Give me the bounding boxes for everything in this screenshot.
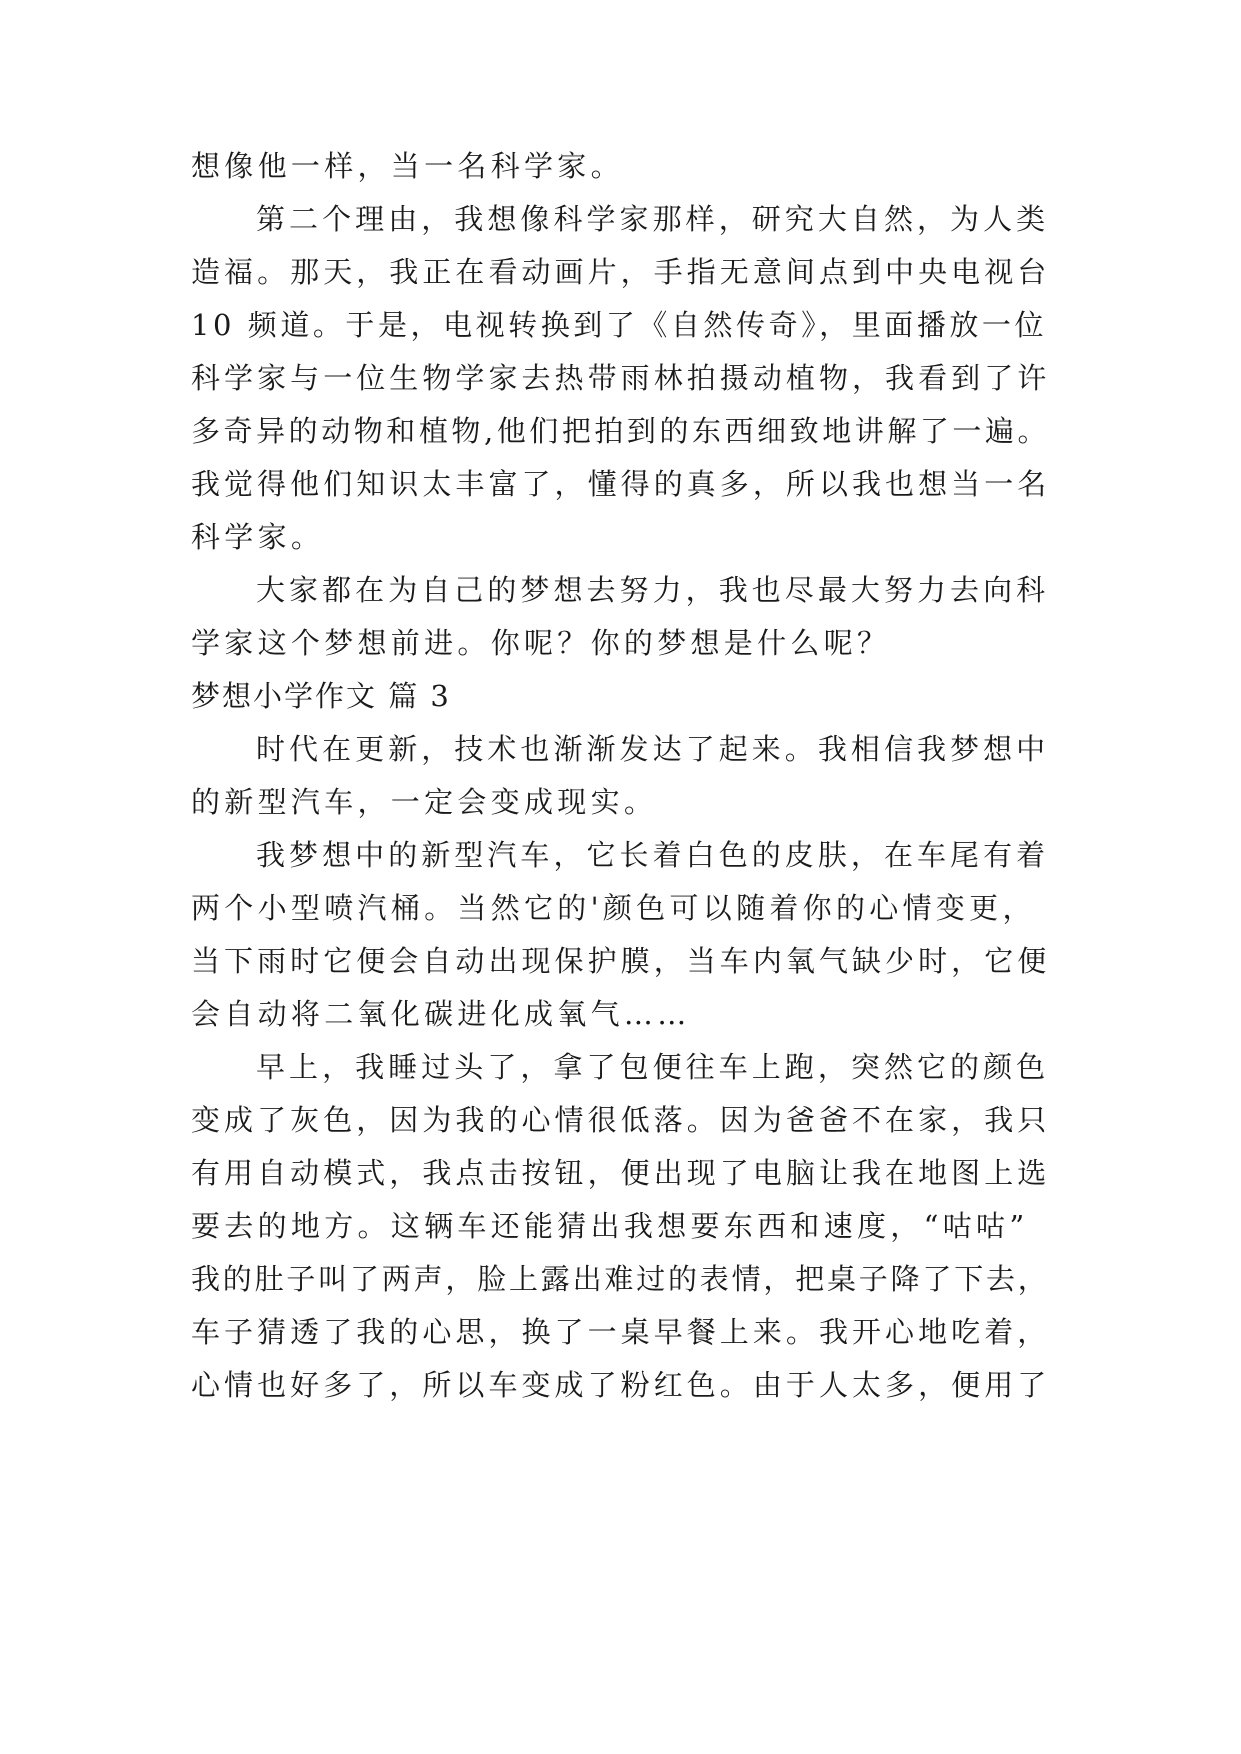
paragraph-start-line: 第二个理由，我想像科学家那样，研究大自然，为人类 [256,202,1050,236]
paragraph-start-line: 我梦想中的新型汽车，它长着白色的皮肤，在车尾有着 [256,838,1050,872]
section-heading: 梦想小学作文 篇 3 [191,679,451,713]
text-line: 想像他一样，当一名科学家。 [191,149,624,183]
text-line: 10 频道。于是，电视转换到了《自然传奇》，里面播放一位 [191,308,1048,342]
text-line: 多奇异的动物和植物,他们把拍到的东西细致地讲解了一遍。 [191,414,1051,448]
text-line: 科学家与一位生物学家去热带雨林拍摄动植物，我看到了许 [191,361,1051,395]
text-line: 的新型汽车，一定会变成现实。 [191,785,658,819]
text-line: 我的肚子叫了两声，脸上露出难过的表情，把桌子降了下去， [191,1262,1050,1296]
text-line: 当下雨时它便会自动出现保护膜，当车内氧气缺少时，它便 [191,944,1051,978]
text-line: 有用自动模式，我点击按钮，便出现了电脑让我在地图上选 [191,1156,1051,1190]
text-line: 变成了灰色，因为我的心情很低落。因为爸爸不在家，我只 [191,1103,1051,1137]
text-line: 两个小型喷汽桶。当然它的'颜色可以随着你的心情变更， [191,891,1036,925]
text-line: 我觉得他们知识太丰富了，懂得的真多，所以我也想当一名 [191,467,1051,501]
paragraph-start-line: 时代在更新，技术也渐渐发达了起来。我相信我梦想中 [256,732,1050,766]
text-line: 车子猜透了我的心思，换了一桌早餐上来。我开心地吃着， [191,1315,1051,1349]
text-line: 造福。那天，我正在看动画片，手指无意间点到中央电视台 [191,255,1051,289]
paragraph-start-line: 大家都在为自己的梦想去努力，我也尽最大努力去向科 [256,573,1050,607]
text-line: 科学家。 [191,520,325,554]
text-line: 学家这个梦想前进。你呢？你的梦想是什么呢？ [191,626,891,660]
text-line: 心情也好多了，所以车变成了粉红色。由于人太多，便用了 [191,1368,1051,1402]
paragraph-start-line: 早上，我睡过头了，拿了包便往车上跑，突然它的颜色 [256,1050,1050,1084]
text-line: 会自动将二氧化碳进化成氧气…… [191,997,691,1031]
text-line: 要去的地方。这辆车还能猜出我想要东西和速度，“咕咕” [191,1209,1029,1243]
